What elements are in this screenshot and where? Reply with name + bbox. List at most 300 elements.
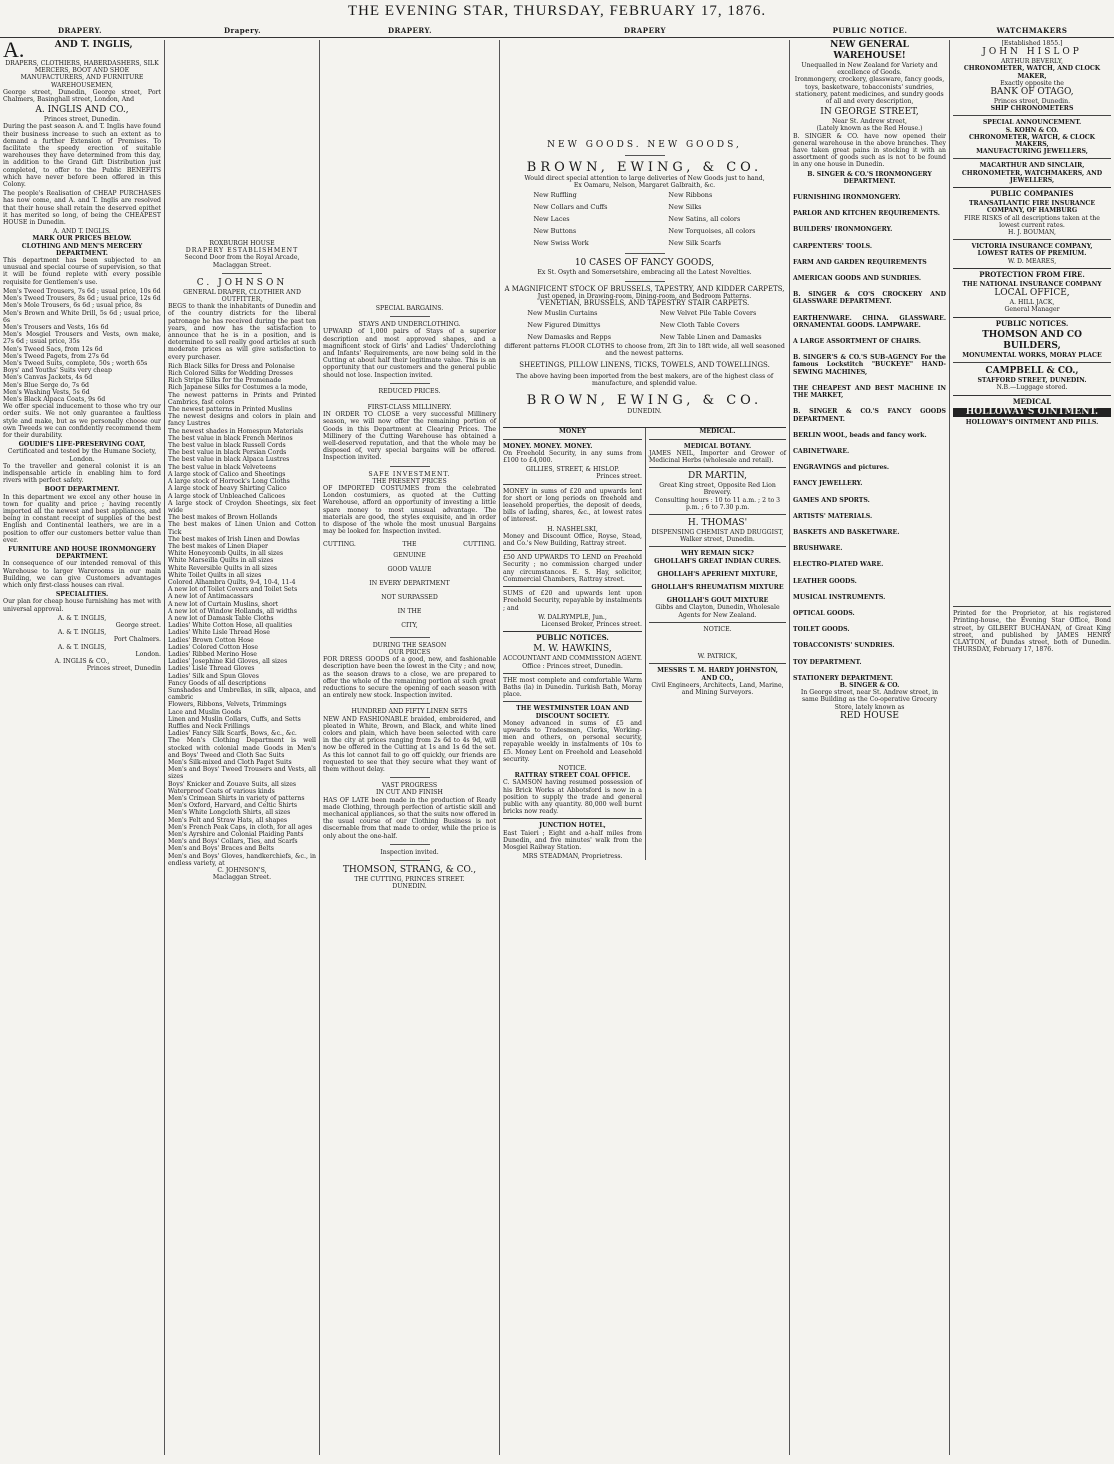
ad-subtitle: [Established 1855.] bbox=[1001, 40, 1063, 47]
ad-address: Near St. Andrew street, bbox=[831, 118, 908, 126]
ad-firm: H. NASHELSKI, bbox=[547, 525, 598, 533]
goods-item: Men's and Boys' Tweed Trousers and Vests, all sizes bbox=[168, 766, 316, 781]
price-item: Men's Mole Trousers, 6s 6d ; usual price, 8s bbox=[3, 302, 143, 310]
signature: RED HOUSE bbox=[840, 710, 899, 721]
ad-role: CHRONOMETER, WATCH, & CLOCK MAKERS, bbox=[968, 133, 1096, 149]
ad-firm-address: Princes street, Dunedin. bbox=[43, 116, 121, 124]
paragraph: UPWARD of 1,000 pairs of Stays of a superior description and most approved shapes, and a magnificent stock of Girls' and Ladies' Underclothing and Infants' Requirements, are now being sold in the Cutting at about half their legitimate value. This is an opportunity that our customers and the general public should not lose. Inspection invited. bbox=[323, 328, 496, 379]
goods-item: White Honeycomb Quilts, in all sizes bbox=[168, 550, 284, 558]
goods-item: Men's Oxford, Harvard, and Celtic Shirts bbox=[168, 802, 298, 810]
goods-item: Ladies' Ribbed Merino Hose bbox=[168, 650, 257, 658]
price-item: Men's Canvas Jackets, 4s 6d bbox=[3, 374, 93, 382]
ad-firm: THOMSON, STRANG, & CO., bbox=[342, 864, 477, 875]
goods-item: A new lot of Toilet Covers and Toilet Sets bbox=[168, 586, 298, 594]
ad-title: MESSRS T. M. HARDY JOHNSTON, AND CO., bbox=[649, 663, 786, 681]
section-heading: VENETIAN, BRUSSELS, AND TAPESTRY STAIR CARPETS. bbox=[539, 299, 750, 308]
paragraph: Gibbs and Clayton, Dunedin, Wholesale Agents for New Zealand. bbox=[655, 604, 780, 619]
paragraph: In George street, near St. Andrew street, in same Building as the Co-operative Grocery Store, lately known as bbox=[800, 689, 939, 711]
goods-item: Rich Black Silks for Dress and Polonaise bbox=[168, 362, 295, 370]
column-head: WATCHMAKERS bbox=[996, 26, 1068, 35]
address-line: A. & T. INGLIS, bbox=[57, 643, 107, 651]
section-heading: OUR PRICES bbox=[388, 648, 431, 656]
goods-item: The best value in black Alpaca Lustres bbox=[168, 456, 290, 464]
paragraph: Ironmongery, crockery, glassware, fancy goods, toys, basketware, tobacconists' sundries, stationery, patent medicines, and sundry goods of all and every description, bbox=[794, 76, 945, 106]
department-heading: AMERICAN GOODS AND SUNDRIES. bbox=[793, 275, 922, 283]
column-inglis bbox=[0, 40, 165, 1455]
slogan: CITY, bbox=[401, 621, 418, 629]
paragraph: FOR DRESS GOODS of a good, new, and fashionable description have been the lowest in the City ; and now, as the season draws to a close, we are prepared to offer the whole of the remaining portion at such great reductions to secure the opening of each season with an entirely new stock. Inspection invited. bbox=[323, 656, 496, 700]
ad-title: ROXBURGH HOUSE bbox=[209, 240, 275, 247]
column-head: DRAPERY. bbox=[387, 26, 433, 35]
paragraph: SUMS of £20 and upwards lent upon Freehold Security, repayable by instalments ; and bbox=[503, 586, 642, 612]
paragraph: Ex Oamaru, Nelson, Margaret Galbraith, &c. bbox=[573, 182, 716, 190]
goods-item: A new lot of Curtain Muslins, short bbox=[168, 600, 279, 608]
goods-item: The newest shades in Homespun Materials bbox=[168, 427, 304, 435]
ad-firm: H. THOMAS' bbox=[649, 514, 786, 529]
department-heading: FANCY JEWELLERY. bbox=[793, 480, 863, 488]
address-line: Port Chalmers. bbox=[113, 636, 161, 644]
signature: A. HILL JACK, bbox=[1009, 299, 1055, 307]
paragraph: East Taieri ; Eight and a-half miles from Dunedin, and five minutes' walk from the Mosgiel Railway Station. bbox=[503, 829, 642, 851]
paragraph: MONEY in sums of £20 and upwards lent for short or long periods on freehold and leasehold properties, the deposit of deeds, bills of lading, shares, &c., at lowest rates of interest. bbox=[503, 484, 642, 524]
medical-column bbox=[646, 428, 786, 860]
ad-firm: W. DALRYMPLE, Jun., bbox=[538, 613, 607, 621]
section-heading: GOUDIE'S LIFE-PRESERVING COAT, bbox=[18, 441, 146, 449]
goods-item: New Collars and Cuffs bbox=[533, 203, 608, 212]
paragraph: Just opened, in Drawing-room, Dining-room, and Bedroom Patterns. bbox=[537, 292, 752, 300]
ad-firm: BROWN, EWING, & CO. bbox=[526, 160, 763, 175]
section-heading: SPECIALITIES. bbox=[55, 591, 109, 599]
paragraph: Ex St. Osyth and Somersetshire, embracing all the Latest Novelties. bbox=[537, 269, 752, 277]
ad-title: HOLLOWAY'S OINTMENT AND PILLS. bbox=[965, 418, 1099, 426]
goods-item: Rich Colored Silks for Wedding Dresses bbox=[168, 370, 293, 378]
goods-item: Boys' Knicker and Zouave Suits, all sizes bbox=[168, 780, 297, 788]
inglis-ad: A. AND T. INGLIS, DRAPERS, CLOTHIERS, HABERDASHERS, SILK MERCERS, BOOT AND SHOE MANUFACTURERS, AND FURNITURE WAREHOUSEMEN, George street, Dunedin, George street, Port Chalmers, Basinghall street, London, And A. INGLIS AND CO., Princes street, Dunedin. During the past season A. and T. Inglis have found their business increase to such an extent as to demand a further Extension of Premises. To facilitate the speedy erection of suitable warehouses they have determined from this day, in addition to the Grand Gift Distribution just completed, to offer to the Public BENEFITS which have never before been offered in this Colony. The people's Realisation of CHEAP PURCHASES has now come, and A. and T. Inglis are resolved that their house shall retain the deserved epithet it has merited so long, of being the CHEAPEST HOUSE in Dunedin. A. AND T. INGLIS. MARK OUR PRICES BELOW. CLOTHING AND MEN'S MERCERY DEPARTMENT. This department has been subjected to an unusual and special course of supervision, so that it will be found replete with every possible requisite for Gentlemen's use. Men's Tweed Trousers, 7s 6d ; usual price, 10s 6d Men's Tweed Trousers, 8s 6d ; usual price, 12s 6d Men's Mole Trousers, 6s 6d ; usual price, 8s Men's Brown and White Drill, 5s 6d ; usual price, 6s Men's Trousers and Vests, 16s 6d Men's Mosgiel Trousers and Vests, own make, 27s 6d ; usual price, 35s Men's Tweed Sacs, from 12s 6d Men's Tweed Pagets, from 27s 6d Men's Tweed Suits, complete, 50s ; worth 65s Boys' and Youths' Suits very cheap Men's Canvas Jackets, 4s 6d Men's Blue Serge do, 7s 6d Men's Washing Vests, 5s 6d Men's Black Alpaca Coats, 9s 6d We offer special inducement to those who try our order suits. We not only guarantee a faultless style and make, but as we personally choose our own Tweeds we can confidently recommend them for their durability. GOUDIE'S LIFE-PRESERVING COAT, Certificated and tested by the Humane Society, London. To the traveller and general colonist it is an indispensable article in enabling him to ford rivers with perfect safety. BOOT DEPARTMENT. In this department we excel any other house in town for quality and price ; having recently imported all the newest and best appliances, and being in constant receipt of supplies of the best English and Continental leathers, we are in a position to offer our customers better value than ever. FURNITURE AND HOUSE IRONMONGERY DEPARTMENT. In consequence of our intended removal of this Warehouse to larger Warerooms in our main Building, we can give Customers advantages which only first-class houses can rival. SPECIALITIES. Our plan for cheap house furnishing has met with universal approval. A. & T. INGLIS, George street. A. & T. INGLIS, Port Chalmers. A. & T. INGLIS, London. A. INGLIS & CO., Princes street, Dunedin bbox=[3, 40, 161, 673]
ad-role: CHRONOMETER, WATCHMAKERS, AND JEWELLERS, bbox=[961, 169, 1103, 184]
section-heading: PUBLIC NOTICES. bbox=[953, 317, 1111, 327]
ad-firm: M. W. HAWKINS, bbox=[533, 644, 612, 655]
price-item: Men's Tweed Pagets, from 27s 6d bbox=[3, 352, 109, 360]
department-heading: BERLIN WOOL, beads and fancy work. bbox=[793, 431, 927, 439]
goods-list-right bbox=[668, 189, 755, 249]
department-heading: TOILET GOODS. bbox=[793, 626, 850, 634]
section-heading: THE PRESENT PRICES bbox=[372, 477, 447, 485]
ad-firm: CAMPBELL & CO., bbox=[953, 362, 1111, 377]
paragraph: NEW AND FASHIONABLE braided, embroidered, and pleated in White, Brown, and Black, and white lined colors and plain, which have been selected with care in the city at prices ranging from 2s 6d to 4s 9d, will now be offered in the Cutting at 1s and 1s 6d the set. As this lot cannot fail to go off quickly, our friends are requested to see that they secure what they want of them without delay. bbox=[323, 715, 496, 773]
signature: W. PATRICK, bbox=[697, 653, 738, 661]
goods-item: New Cloth Table Covers bbox=[659, 321, 740, 330]
goods-list bbox=[168, 363, 316, 867]
goods-item: The best value in black Persian Cords bbox=[168, 449, 287, 457]
section-heading: DURING THE SEASON bbox=[372, 641, 447, 649]
goods-item: A large stock of Unbleached Calicoes bbox=[168, 492, 286, 500]
goods-item: New Velvet Pile Table Covers bbox=[659, 309, 757, 318]
price-list bbox=[3, 288, 161, 403]
goods-item: A large stock of Calico and Sheetings bbox=[168, 470, 286, 478]
goods-item: The newest patterns in Prints and Printed Cambrics, fast colors bbox=[168, 391, 316, 406]
ad-banner: HOLLOWAY'S OINTMENT. bbox=[953, 408, 1111, 417]
paragraph: The people's Realisation of CHEAP PURCHASES has now come, and A. and T. Inglis are resolved that their house shall retain the deserved epithet it has merited so long, of being the CHEAPEST HOUSE in Dunedin. bbox=[3, 190, 161, 227]
goods-item: New Damasks and Repps bbox=[527, 333, 612, 342]
ad-firm: S. KOHN & CO. bbox=[1005, 126, 1059, 134]
section-heading: MEDICAL. bbox=[699, 428, 736, 436]
goods-item: The best value in black Russell Cords bbox=[168, 442, 286, 450]
ad-firm: MACARTHUR AND SINCLAIR, bbox=[953, 158, 1111, 169]
ad-title: NEW GOODS. NEW GOODS, bbox=[547, 140, 742, 150]
paragraph: Money and Discount Office, Royse, Stead, and Co.'s New Building, Rattray street. bbox=[503, 532, 642, 548]
price-item: Men's Black Alpaca Coats, 9s 6d bbox=[3, 395, 106, 403]
ad-address: Office : Princes street, Dunedin. bbox=[522, 662, 623, 670]
department-heading: OPTICAL GOODS. bbox=[793, 609, 855, 617]
ad-role: ACCOUNTANT AND COMMISSION AGENT. bbox=[503, 655, 642, 663]
goods-item: Men's Felt and Straw Hats, all shapes bbox=[168, 816, 288, 824]
ad-title: RATTRAY STREET COAL OFFICE. bbox=[514, 772, 631, 780]
goods-item: Ladies' Colored Cotton Hose bbox=[168, 643, 259, 651]
goods-item: Men's and Boys' Collars, Ties, and Scarfs bbox=[168, 838, 298, 846]
goods-list-left bbox=[527, 307, 611, 343]
department-heading: CABINETWARE. bbox=[793, 447, 850, 455]
price-item: Men's Tweed Trousers, 8s 6d ; usual price, 12s 6d bbox=[3, 295, 161, 303]
goods-item: The best value in black French Merinos bbox=[168, 434, 293, 442]
slogan: IN EVERY DEPARTMENT bbox=[369, 579, 450, 587]
paragraph: OF IMPORTED COSTUMES from the celebrated London costumiers, as quoted at the Cutting Warehouse, afford an opportunity of investing a little spare money to most unusual advantage. The materials are good, the styles exquisite, and in order to dispose of the whole the most unusual Bargains may be looked for. Inspection invited. bbox=[323, 485, 496, 536]
ad-title: VICTORIA INSURANCE COMPANY, bbox=[953, 239, 1111, 250]
ad-address: Princes street, Dunedin. bbox=[993, 98, 1071, 106]
ad-firm: A. INGLIS AND CO., bbox=[35, 105, 129, 116]
section-heading: MARK OUR PRICES BELOW. bbox=[32, 235, 132, 243]
goods-item: New Ribbons bbox=[668, 191, 713, 200]
goods-item: Men's French Peak Caps, in cloth, for all ages bbox=[168, 823, 313, 831]
ad-firm: DR MARTIN, bbox=[649, 467, 786, 482]
column-watchmakers bbox=[950, 40, 1114, 1455]
section-heading: BOOT DEPARTMENT. bbox=[44, 486, 120, 494]
paragraph: Civil Engineers, Architects, Land, Marine, and Mining Surveyors. bbox=[651, 681, 784, 696]
paragraph: To the traveller and general colonist it is an indispensable article in enabling him to ford rivers with perfect safety. bbox=[3, 462, 161, 485]
section-heading: REDUCED PRICES. bbox=[378, 387, 441, 395]
ad-title: SHIP CHRONOMETERS bbox=[990, 105, 1074, 113]
department-heading: CARPENTERS' TOOLS. bbox=[793, 242, 873, 250]
goods-item: New Buttons bbox=[533, 227, 577, 236]
ad-title: MEDICAL BOTANY. bbox=[649, 439, 786, 450]
goods-item: Colored Alhambra Quilts, 9-4, 10-4, 11-4 bbox=[168, 578, 296, 586]
ad-title: AND T. INGLIS, bbox=[54, 40, 133, 50]
ad-address: DUNEDIN. bbox=[392, 883, 427, 891]
section-heading: MONEY bbox=[558, 428, 587, 436]
subheading: Certificated and tested by the Humane Society, London. bbox=[7, 448, 157, 463]
paragraph: In this department we excel any other house in town for quality and price ; having recently imported all the newest and best appliances, and being in constant receipt of supplies of the best English and Continental leathers, we are in a position to offer our customers better value than ever. bbox=[3, 493, 161, 544]
ad-title: JUNCTION HOTEL, bbox=[503, 818, 642, 829]
address-line: A. & T. INGLIS, bbox=[57, 629, 107, 637]
department-heading: FURNISHING IRONMONGERY. bbox=[793, 194, 901, 202]
department-heading: EARTHENWARE. CHINA. GLASSWARE. ORNAMENTAL GOODS. LAMPWARE. bbox=[793, 314, 946, 329]
department-heading: STATIONERY DEPARTMENT. bbox=[793, 674, 893, 682]
department-heading: PARLOR AND KITCHEN REQUIREMENTS. bbox=[793, 210, 940, 218]
goods-item: Ladies' Brown Cotton Hose bbox=[168, 636, 254, 644]
goods-item: Rich Japanese Silks for Costumes a la mode, bbox=[168, 384, 308, 392]
department-heading: TOBACCONISTS' SUNDRIES. bbox=[793, 642, 895, 650]
goods-item: Rich Stripe Silks for the Promenade bbox=[168, 377, 282, 385]
goods-list-right bbox=[660, 307, 762, 343]
goods-item: The newest patterns in Printed Muslins bbox=[168, 406, 293, 414]
address-line: Princes street. bbox=[596, 473, 642, 481]
ad-firm: GILLIES, STREET, & HISLOP. bbox=[525, 466, 620, 474]
ad-address: DUNEDIN. bbox=[627, 408, 662, 416]
ad-role: GENERAL DRAPER, CLOTHIER AND OUTFITTER, bbox=[183, 288, 301, 304]
goods-item: Men's Crimean Shirts in variety of patterns bbox=[168, 795, 305, 803]
ad-title: GHOLLAH'S RHEUMATISM MIXTURE bbox=[651, 584, 784, 592]
column-head: Drapery. bbox=[223, 26, 262, 35]
goods-item: A new lot of Damask Table Cloths bbox=[168, 614, 274, 622]
goods-item: The best makes of Brown Hollands bbox=[168, 514, 278, 522]
paragraph: The above having been imported from the best makers, are of the highest class of manufacture, and splendid value. bbox=[515, 372, 774, 388]
address-line: London. bbox=[135, 650, 161, 658]
ad-firm: THOMSON AND CO BUILDERS, bbox=[982, 329, 1082, 351]
paragraph: We offer special inducement to those who try our order suits. We not only guarantee a faultless style and make, but as we personally choose our own Tweeds we can confidently recommend them for their durability. bbox=[3, 403, 161, 439]
ad-title: WHY REMAIN SICK? bbox=[649, 546, 786, 557]
goods-item: New Table Linen and Damasks bbox=[659, 333, 762, 342]
goods-item: A new lot of Antimacassars bbox=[168, 593, 254, 601]
department-list bbox=[793, 194, 946, 682]
goods-list-left bbox=[533, 189, 607, 249]
ad-address: Great King street, Opposite Red Lion Brewery. bbox=[659, 482, 776, 497]
slogan: NOT SURPASSED bbox=[381, 593, 438, 601]
department-heading: TOY DEPARTMENT. bbox=[793, 658, 862, 666]
slogan: IN THE bbox=[397, 607, 422, 615]
price-item: Men's Brown and White Drill, 5s 6d ; usual price, 6s bbox=[3, 309, 161, 324]
subheading: LOWEST RATES OF PREMIUM. bbox=[977, 250, 1087, 258]
goods-item: The best makes of Linen Diaper bbox=[168, 542, 268, 550]
ad-title: GHOLLAH'S GOUT MIXTURE bbox=[666, 597, 769, 605]
column-brown-ewing bbox=[500, 40, 790, 1455]
section-heading: CLOTHING AND MEN'S MERCERY DEPARTMENT. bbox=[21, 242, 143, 257]
goods-item: Ladies' White Lisle Thread Hose bbox=[168, 629, 270, 637]
goods-item: New Torquoises, all colors bbox=[668, 227, 756, 236]
goods-item: The best value in black Velveteens bbox=[168, 463, 277, 471]
signature: C. JOHNSON'S, bbox=[217, 867, 267, 875]
goods-item: New Silks bbox=[668, 203, 702, 212]
label: CUTTING. bbox=[463, 541, 496, 549]
price-item: Men's Washing Vests, 5s 6d bbox=[3, 388, 90, 396]
paragraph: £50 AND UPWARDS TO LEND on Freehold Security ; no commission charged under any circumstances. E. S. Hay, solicitor, Commercial Chambers, Rattray street. bbox=[503, 550, 642, 583]
paragraph: Money advanced in sums of £5 and upwards to Tradesmen, Clerks, Working-men and others, on personal security, repayable weekly in instalments of 10s to £5. Money Lent on Freehold and Leasehold security. bbox=[503, 719, 642, 763]
money-column bbox=[503, 428, 646, 860]
ad-title: GHOLLAH'S GREAT INDIAN CURES. bbox=[654, 557, 781, 565]
section-heading: MEDICAL bbox=[953, 395, 1111, 405]
department-heading: GAMES AND SPORTS. bbox=[793, 496, 870, 504]
goods-item: Ladies' Silk and Spun Gloves bbox=[168, 672, 259, 680]
section-heading: PUBLIC NOTICES. bbox=[503, 631, 642, 641]
column-cutting bbox=[320, 40, 500, 1455]
section-heading: B. SINGER & CO.'S IRONMONGERY DEPARTMENT. bbox=[807, 170, 932, 185]
label: CUTTING. bbox=[323, 541, 356, 549]
ad-address: IN GEORGE STREET, bbox=[820, 107, 919, 118]
ad-subtitle: Second Door from the Royal Arcade, bbox=[184, 254, 300, 262]
price-item: Men's Tweed Suits, complete, 50s ; worth 65s bbox=[3, 359, 148, 367]
masthead: THE EVENING STAR, THURSDAY, FEBRUARY 17, 1876. bbox=[347, 3, 767, 19]
department-heading: MUSICAL INSTRUMENTS. bbox=[793, 593, 886, 601]
department-heading: A LARGE ASSORTMENT OF CHAIRS. bbox=[793, 338, 921, 346]
section-heading: FURNITURE AND HOUSE IRONMONGERY DEPARTMENT. bbox=[8, 546, 156, 561]
paragraph: This department has been subjected to an unusual and special course of supervision, so that it will be found replete with every possible requisite for Gentlemen's use. bbox=[3, 257, 161, 286]
goods-item: The best makes of Irish Linen and Dowlas bbox=[168, 535, 300, 543]
address-line: A. INGLIS & CO., bbox=[54, 658, 110, 666]
ad-title: GHOLLAH'S APERIENT MIXTURE, bbox=[657, 570, 778, 578]
goods-item: Men's and Boys' Gloves, handkerchiefs, &c., in endless variety, at bbox=[168, 852, 316, 867]
department-heading: ARTISTS' MATERIALS. bbox=[793, 512, 873, 520]
column-heads bbox=[0, 26, 1114, 38]
ad-title: DRAPERY ESTABLISHMENT bbox=[185, 247, 299, 255]
ad-address: BANK OF OTAGO, bbox=[990, 87, 1074, 98]
ad-firm: JOHN HISLOP bbox=[982, 47, 1082, 58]
paragraph: HAS OF LATE been made in the production of Ready made Clothing, through perfection of artistic skill and mechanical appliances, so that the suits now offered in the usual course of our Clothing Business is not discernable from that made to order, while the price is only about the one-half. bbox=[323, 796, 496, 840]
signature: Maclaggan Street. bbox=[212, 874, 272, 882]
goods-item: The newest designs and colors in plain and fancy Lustres bbox=[168, 413, 316, 428]
goods-item: A large stock of Horrock's Long Cloths bbox=[168, 478, 290, 486]
paragraph: Consulting hours : 10 to 11 a.m. ; 2 to 3 p.m. ; 6 to 7.30 p.m. bbox=[654, 496, 781, 511]
ad-role: DISPENSING CHEMIST AND DRUGGIST, bbox=[651, 529, 784, 537]
goods-item: White Marseilla Quilts in all sizes bbox=[168, 557, 274, 565]
department-heading: THE CHEAPEST AND BEST MACHINE IN THE MARKET, bbox=[793, 384, 946, 400]
paragraph: BEGS to thank the inhabitants of Dunedin and of the country districts for the liberal patronage he has received during the past ten years, and now has the satisfaction to announce that he is in a position, and is determined to sell really good articles at such moderate prices as will give satisfaction to every purchaser. bbox=[168, 303, 316, 361]
section-heading: 10 CASES OF FANCY GOODS, bbox=[574, 258, 715, 269]
price-item: Men's Blue Serge do, 7s 6d bbox=[3, 381, 90, 389]
ad-address: THE CUTTING, PRINCES STREET. bbox=[354, 875, 465, 883]
department-heading: BRUSHWARE. bbox=[793, 545, 843, 553]
signature: W. D. MEARES, bbox=[1007, 257, 1057, 265]
paragraph: Our plan for cheap house furnishing has met with universal approval. bbox=[3, 598, 161, 613]
paragraph: On Freehold Security, in any sums from £100 to £4,000. bbox=[503, 449, 642, 465]
goods-item: White Reversible Quilts in all sizes bbox=[168, 564, 278, 572]
ad-firm: BROWN, EWING, & CO. bbox=[526, 393, 763, 409]
column-head: PUBLIC NOTICE. bbox=[832, 26, 908, 35]
ad-role: CHRONOMETER, WATCH, AND CLOCK MAKER, bbox=[963, 65, 1101, 80]
department-heading: BUILDERS' IRONMONGERY. bbox=[793, 226, 893, 234]
goods-item: Ladies' Fancy Silk Scarfs, Bows, &c., &c. bbox=[168, 730, 297, 738]
price-item: Men's Tweed Sacs, from 12s 6d bbox=[3, 345, 103, 353]
price-item: Men's Tweed Trousers, 7s 6d ; usual price, 10s 6d bbox=[3, 287, 161, 295]
section-heading: SPECIAL BARGAINS. bbox=[375, 305, 444, 312]
ad-title: MONEY. MONEY. MONEY. bbox=[503, 439, 642, 450]
goods-item: Linen and Muslin Collars, Cuffs, and Setts bbox=[168, 715, 301, 723]
department-heading: BASKETS AND BASKETWARE. bbox=[793, 528, 900, 536]
goods-item: Men's and Boys' Braces and Belts bbox=[168, 845, 274, 853]
section-heading: NOTICE. bbox=[649, 622, 786, 633]
paragraph: JAMES NEIL, Importer and Grower of Medicinal Herbs (wholesale and retail). bbox=[649, 449, 786, 465]
section-heading: PUBLIC COMPANIES bbox=[953, 187, 1111, 197]
goods-item: A large stock of heavy Shirting Calico bbox=[168, 485, 287, 493]
section-heading: SAFE INVESTMENT. bbox=[368, 470, 451, 478]
goods-item: Ladies' Lisle Thread Gloves bbox=[168, 665, 255, 673]
goods-item: Men's White Longcloth Shirts, all sizes bbox=[168, 809, 291, 817]
goods-item: New Ruffling bbox=[533, 191, 577, 200]
ad-name: ARTHUR BEVERLY, bbox=[1000, 58, 1064, 66]
department-heading: LEATHER GOODS. bbox=[793, 577, 857, 585]
goods-item: Fancy Goods of all descriptions bbox=[168, 679, 267, 687]
signature: General Manager bbox=[1004, 306, 1060, 314]
signature: H. J. BOUMAN, bbox=[1008, 229, 1056, 237]
ad-address: (Lately known as the Red House.) bbox=[816, 125, 923, 133]
ad-role: MANUFACTURING JEWELLERS, bbox=[976, 148, 1088, 156]
paragraph: THE most complete and comfortable Warm Baths (la) in Dunedin. Turkish Bath, Moray place. bbox=[503, 673, 642, 699]
goods-item: New Silk Scarfs bbox=[668, 239, 722, 248]
slogan: GOOD VALUE bbox=[387, 565, 432, 573]
ad-address: George street, Dunedin, George street, Port Chalmers, Basinghall street, London, And bbox=[3, 88, 161, 104]
section-heading: NOTICE. bbox=[558, 764, 587, 772]
ad-title: SPECIAL ANNOUNCEMENT. bbox=[953, 115, 1111, 126]
goods-item: A large stock of Croydon Sheetings, six feet wide bbox=[168, 499, 316, 514]
section-heading: SHEETINGS, PILLOW LINENS, TICKS, TOWELS, AND TOWELLINGS. bbox=[519, 360, 770, 369]
goods-item: Waterproof Coats of various kinds bbox=[168, 787, 275, 795]
paragraph: different patterns FLOOR CLOTHS to choose from, 2ft 3in to 18ft wide, all well seasoned and the newest patterns. bbox=[504, 343, 785, 358]
department-heading: FARM AND GARDEN REQUIREMENTS bbox=[793, 258, 927, 266]
address-line: Licensed Broker, Princes street. bbox=[541, 620, 642, 628]
price-item: Boys' and Youths' Suits very cheap bbox=[3, 367, 112, 375]
subheading: LOCAL OFFICE, bbox=[994, 288, 1070, 299]
paragraph: In consequence of our intended removal of this Warehouse to larger Warerooms in our main Building, we can give Customers advantages which only first-class houses can rival. bbox=[3, 560, 161, 590]
goods-item: Men's Ayrshire and Colonial Plaiding Pants bbox=[168, 831, 304, 839]
ad-subtitle: Unequalled in New Zealand for Variety and excellence of Goods. bbox=[801, 62, 938, 77]
ad-title: THE NATIONAL INSURANCE COMPANY bbox=[962, 281, 1102, 289]
section-heading: FIRST-CLASS MILLINERY. bbox=[367, 404, 452, 412]
address-line: A. & T. INGLIS, bbox=[57, 614, 107, 622]
department-heading: B. SINGER & CO.'S FANCY GOODS DEPARTMENT. bbox=[793, 408, 946, 423]
section-heading: HUNDRED AND FIFTY LINEN SETS bbox=[351, 708, 468, 716]
goods-item: New Laces bbox=[533, 215, 570, 224]
goods-item: Flowers, Ribbons, Velvets, Trimmings bbox=[168, 701, 287, 709]
section-heading: IN CUT AND FINISH bbox=[376, 789, 443, 797]
goods-item: New Swiss Work bbox=[533, 239, 589, 248]
goods-item: The Men's Clothing Department is well stocked with colonial made Goods in Men's and Boys' Tweed and Cloth Sac Suits bbox=[168, 737, 316, 759]
address-line: Princes street, Dunedin bbox=[86, 665, 161, 673]
department-heading: ELECTRO-PLATED WARE. bbox=[793, 561, 884, 569]
ad-title: THE WESTMINSTER LOAN AND DISCOUNT SOCIETY. bbox=[503, 701, 642, 719]
department-heading: B. SINGER & CO'S CROCKERY AND GLASSWARE DEPARTMENT. bbox=[793, 291, 946, 306]
department-heading: ENGRAVINGS and pictures. bbox=[793, 464, 890, 472]
goods-item: New Figured Dimittys bbox=[527, 321, 601, 330]
ad-subtitle: Maclaggan Street. bbox=[212, 261, 272, 269]
column-head: DRAPERY bbox=[623, 26, 667, 35]
label: THE bbox=[402, 541, 417, 549]
imprint: Printed for the Proprietor, at his registered Printing-house, the Evening Star Office, Bond street, by GILBERT BUCHANAN, of Great King street, and published by JAMES HENRY CLAYTON, of Dundas street, both of Dunedin. THURSDAY, February 17, 1876. bbox=[953, 606, 1111, 653]
label: Inspection invited. bbox=[380, 848, 439, 856]
column-johnson bbox=[165, 40, 320, 1455]
goods-item: Lace and Muslin Goods bbox=[168, 708, 242, 716]
goods-item: The best makes of Linen Union and Cotton Tick bbox=[168, 521, 316, 536]
price-item: Men's Mosgiel Trousers and Vests, own make, 27s 6d ; usual price, 35s bbox=[3, 331, 161, 346]
department-heading: B. SINGER'S & CO.'S SUB-AGENCY For the famous Lockstitch "BUCKEYE" HAND-SEWING MACHINES, bbox=[793, 354, 946, 376]
goods-item: New Satins, all colors bbox=[668, 215, 741, 224]
signature: B. SINGER & CO. bbox=[839, 681, 900, 689]
ad-name: C. JOHNSON bbox=[196, 277, 288, 288]
goods-item: Men's Silk-mixed and Cloth Paget Suits bbox=[168, 759, 292, 767]
section-heading: A MAGNIFICENT STOCK OF BRUSSELS, TAPESTRY, AND KIDDER CARPETS, bbox=[504, 284, 785, 293]
paragraph: B. SINGER & CO. have now opened their general warehouse in the above branches. They have taken great pains in stocking it with an assortment of goods such as is not to be found in any one house in Dunedin. bbox=[793, 132, 946, 169]
price-item: Men's Trousers and Vests, 16s 6d bbox=[3, 323, 109, 331]
section-heading: VAST PROGRESS bbox=[381, 782, 438, 790]
paragraph: FIRE RISKS of all descriptions taken at the lowest current rates. bbox=[964, 214, 1100, 229]
ad-address: Walker street, Dunedin. bbox=[680, 536, 755, 544]
slogan: GENUINE bbox=[393, 551, 426, 559]
paragraph: C. SAMSON having resumed possession of his Brick Works at Abbotsford is now in a position to supply the trade and general public with any quantity. 80,000 well burnt bricks now ready. bbox=[503, 779, 642, 816]
paragraph: Would direct special attention to large deliveries of New Goods just to hand, bbox=[524, 175, 765, 182]
ad-title: TRANSATLANTIC FIRE INSURANCE COMPANY, OF HAMBURG bbox=[968, 200, 1096, 215]
goods-item: Ladies' White Cotton Hose, all qualities bbox=[168, 622, 293, 630]
signature: A. AND T. INGLIS. bbox=[53, 228, 111, 236]
section-heading: PROTECTION FROM FIRE. bbox=[953, 268, 1111, 278]
goods-item: New Muslin Curtains bbox=[527, 309, 598, 318]
goods-item: White Toilet Quilts in all sizes bbox=[168, 571, 262, 579]
paragraph: During the past season A. and T. Inglis have found their business increase to such an extent as to demand a further Extension of Premises. To facilitate the speedy erection of suitable warehouses they have determined from this day, in addition to the Grand Gift Distribution just completed, to offer to the Public BENEFITS which have never before been offered in this Colony. bbox=[3, 123, 161, 189]
